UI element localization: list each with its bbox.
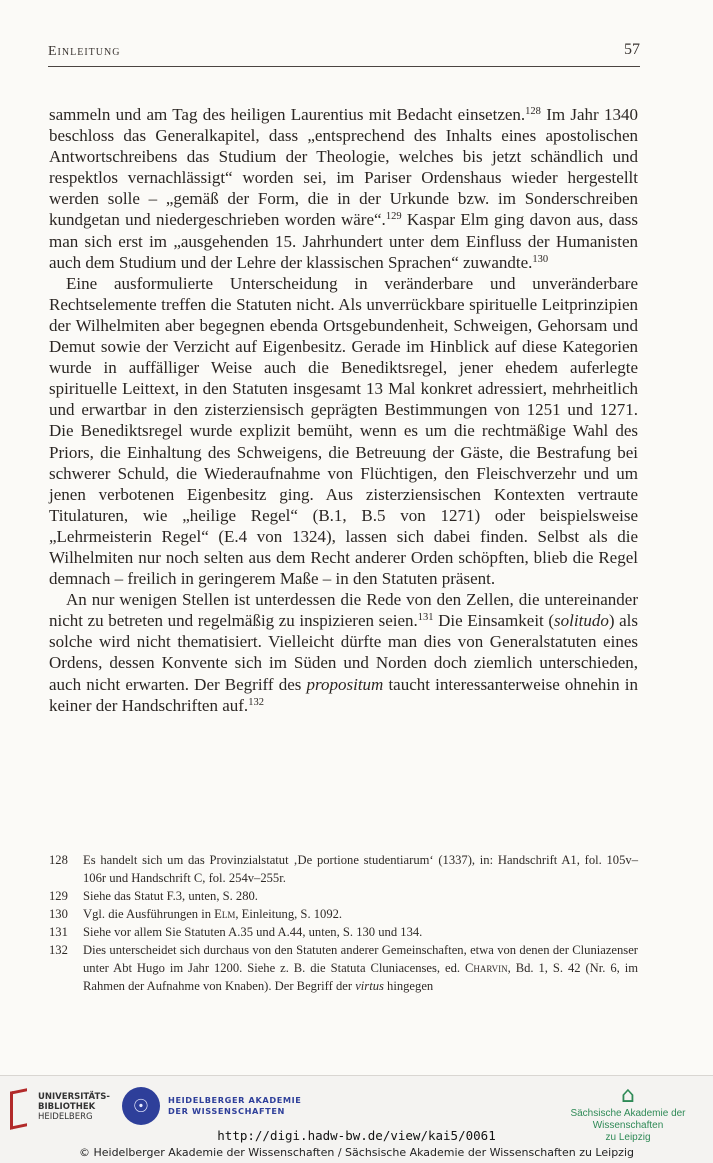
hadw-logo[interactable] xyxy=(122,1087,302,1125)
footnote-number: 129 xyxy=(49,889,68,903)
footnote xyxy=(49,941,638,995)
text-run: ) als solche wird nicht thematisiert. Vielleicht dürfte man dies von Generalstatuten eines Ordens, dessen Konvente sich im Süden und Norden doch ziemlich unterschieden, auch nicht erwarten. Der Begriff des xyxy=(49,611,638,694)
footnote xyxy=(49,887,638,905)
ub-line-2: BIBLIOTHEK xyxy=(38,1102,96,1112)
copyright-notice: © Heidelberger Akademie der Wissenschaften / Sächsische Akademie der Wissenschaften zu Leipzig xyxy=(78,1146,634,1159)
text-run: Vgl. die Ausführungen in xyxy=(83,907,215,921)
saw-line-1: Sächsische Akademie der Wissenschaften xyxy=(570,1108,686,1131)
text-run: taucht interessanterweise ohnehin in keiner der Handschriften auf. xyxy=(49,674,638,715)
paragraph-3 xyxy=(49,589,638,716)
paragraph-1 xyxy=(49,104,638,273)
footnotes xyxy=(49,851,638,995)
saw-line-2: zu Leipzig xyxy=(605,1132,651,1143)
footnote xyxy=(49,905,638,923)
footnote-ref[interactable]: 128 xyxy=(525,106,541,117)
footnote-text: Siehe das Statut F.3, unten, S. 280. xyxy=(83,889,258,903)
footnote-text xyxy=(83,941,638,995)
italic-term: propositum xyxy=(306,674,384,694)
ub-line-1: UNIVERSITÄTS- xyxy=(38,1092,110,1102)
paragraph-2: Eine ausformulierte Unterscheidung in veränderbare und unveränderbare Rechtselemente treffen die Statuten nicht. Als unverrückbare spirituelle Leitprinzipien der Wilhelmiten aber begegnen ebenda Ortsgebundenheit, Schweigen, Gehorsam und Demut sowie der Verzicht auf Eigenbesitz. Gerade im Hinblick auf diese Kategorien wurde in auffälliger Weise auch die Benediktsregel, jener ehedem auferlegte spirituelle Leittext, in den Statuten insgesamt 13 Mal konkret adressiert, mehrheitlich und erwartbar in den zisterziensisch geprägten Bestimmungen von 1251 und 1271. Die Benediktsregel wurde explizit bemüht, wenn es um die rechtmäßige Wahl des Priors, die Einhaltung des Schweigens, die Betreuung der Gäste, die Bestrafung bei schwerer Schuld, die Wiederaufnahme von Flüchtigen, den Fleischverzehr und um jenen verbotenen Eigenbesitz ging. Aus zisterziensischen Kontexten vertraute Titulaturen, wie „heilige Regel“ (B.1, B.5 von 1271) oder beispielsweise „Lehrmeisterin Regel“ (E.4 von 1324), lassen sich dabei finden. Selbst als die Wilhelmiten nur noch selten aus dem Recht anderer Orden schöpften, blieb die Regel demnach – freilich in geringerem Maße – in den Statuten präsent. xyxy=(49,273,638,589)
footnote-number: 132 xyxy=(49,943,68,957)
footnote-number: 128 xyxy=(49,853,68,867)
hadw-line-1: HEIDELBERGER AKADEMIE xyxy=(168,1095,302,1105)
footnote-ref[interactable]: 131 xyxy=(417,612,434,624)
ub-logo-text xyxy=(38,1092,110,1122)
ub-logo-icon xyxy=(8,1086,32,1126)
running-title: Einleitung xyxy=(48,44,121,59)
running-head xyxy=(48,41,640,60)
author-name: Charvin xyxy=(464,961,508,975)
header-rule xyxy=(48,66,640,67)
footnote-ref[interactable]: 132 xyxy=(248,696,264,708)
hadw-line-2: DER WISSENSCHAFTEN xyxy=(168,1106,286,1116)
italic-term: solitudo xyxy=(554,611,609,631)
text-run: Im Jahr 1340 beschloss das Generalkapitel, dass „entsprechend des Inhalts eines apostolischen Antwortschreibens das Studium der Theologie, welches bis jetzt schändlich und respektlos vernachlässigt“ worden sei, im Pariser Ordenshaus wieder hergestellt werden solle – „gemäß der Form, die in der Urkunde bzw. im Sonderschreiben kundgetan und niedergeschrieben worden wäre“. xyxy=(49,105,638,230)
ub-line-3: HEIDELBERG xyxy=(38,1112,93,1122)
viewer-footer xyxy=(0,1075,713,1163)
text-run: hingegen xyxy=(383,979,434,993)
text-run: Kaspar Elm ging davon aus, dass man sich erst im „ausgehenden 15. Jahrhundert unter dem Einfluss der Humanisten auch dem Studium und der Lehre der klassischen Sprachen“ zuwandte. xyxy=(49,210,638,272)
text-run: sammeln und am Tag des heiligen Laurentius mit Bedacht einsetzen. xyxy=(49,105,526,124)
text-run: , Bd. 1, S. 42 (Nr. 6, im Rahmen der Aufnahme von Knaben). Der Begriff der xyxy=(83,961,638,993)
hadw-seal-icon: ☉ xyxy=(122,1087,160,1125)
permalink[interactable]: http://digi.hadw-bw.de/view/kai5/0061 xyxy=(217,1128,496,1143)
footnote-ref[interactable]: 130 xyxy=(532,253,549,265)
footnote xyxy=(49,923,638,941)
italic-term: virtus xyxy=(355,979,384,993)
text-run: , Einleitung, S. 1092. xyxy=(235,907,343,921)
footnote-text: Es handelt sich um das Provinzialstatut ‚De portione studentiarum‘ (1337), in: Handschrift A1, fol. 105v–106r und Handschrift C, fol. 254v–255r. xyxy=(83,853,638,885)
footnote xyxy=(49,851,638,887)
footnote-ref[interactable]: 129 xyxy=(385,211,402,223)
ub-heidelberg-logo[interactable] xyxy=(8,1086,110,1126)
main-text xyxy=(49,104,638,716)
footnote-text: Siehe vor allem Sie Statuten A.35 und A.44, unten, S. 130 und 134. xyxy=(83,925,423,939)
text-run: Die Einsamkeit ( xyxy=(433,611,555,631)
page-number: 57 xyxy=(624,41,640,58)
saw-building-icon: ⌂ xyxy=(621,1083,635,1108)
hadw-logo-text xyxy=(168,1095,302,1117)
text-run: Dies unterscheidet sich durchaus von den Statuten anderer Gemeinschaften, etwa von denen der Cluniazenser unter Abt Hugo im Jahr 1200. Siehe z. B. die Statuta Cluniacenses, ed. xyxy=(83,943,638,975)
footnote-text xyxy=(83,905,638,923)
footnote-number: 130 xyxy=(49,907,68,921)
author-name: Elm xyxy=(214,907,236,921)
text-run: An nur wenigen Stellen ist unterdessen die Rede von den Zellen, die untereinander nicht zu betreten und regelmäßig zu inspizieren seien. xyxy=(49,590,638,631)
footnote-number: 131 xyxy=(49,925,68,939)
